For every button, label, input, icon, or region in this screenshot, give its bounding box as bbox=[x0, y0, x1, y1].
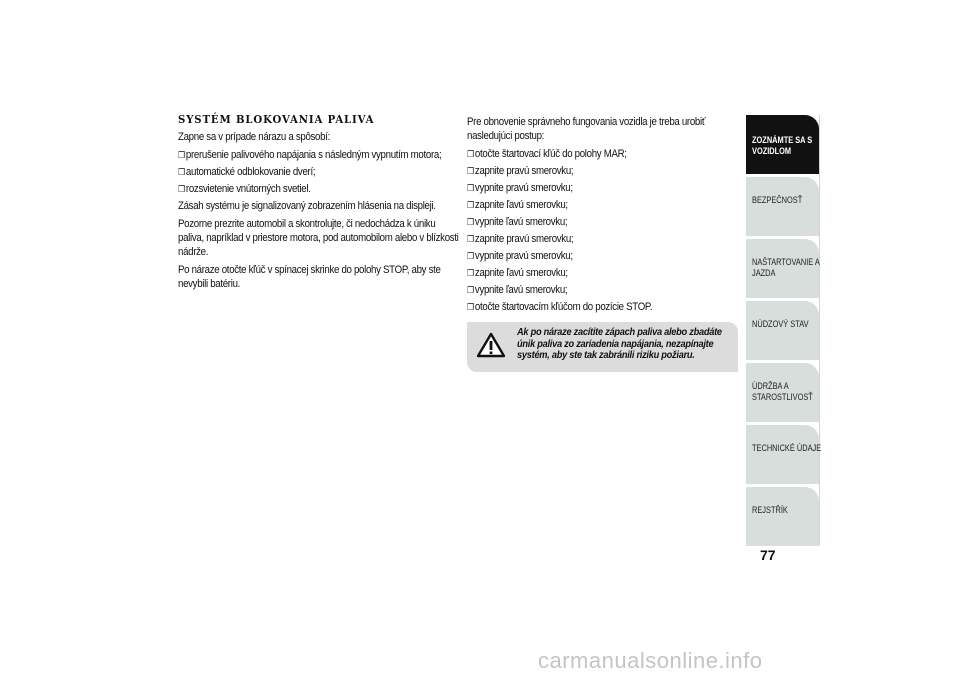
list-item: ❒rozsvietenie vnútorných svetiel. bbox=[178, 183, 311, 195]
list-item: ❒otočte štartovací kľúč do polohy MAR; bbox=[467, 148, 627, 160]
list-item: ❒zapnite pravú smerovku; bbox=[467, 165, 574, 177]
checkbox-bullet-icon: ❒ bbox=[467, 302, 474, 312]
list-item: ❒zapnite ľavú smerovku; bbox=[467, 267, 568, 279]
paragraph: Zásah systému je signalizovaný zobrazením hlásenia na displeji. bbox=[178, 200, 436, 212]
list-item: ❒otočte štartovacím kľúčom do pozície STOP. bbox=[467, 301, 653, 313]
tab-technicke-udaje[interactable]: TECHNICKÉ ÚDAJE bbox=[746, 425, 819, 484]
checkbox-bullet-icon: ❒ bbox=[467, 149, 474, 159]
paragraph: Pozorne prezrite automobil a skontrolujte, či nedochádza k úniku paliva, napríklad v priestore motora, pod automobilom alebo v blízkosti nádrže. bbox=[178, 218, 459, 258]
checkbox-bullet-icon: ❒ bbox=[467, 285, 474, 295]
list-item: ❒automatické odblokovanie dverí; bbox=[178, 166, 316, 178]
list-item: ❒prerušenie palivového napájania s následným vypnutím motora; bbox=[178, 149, 442, 161]
checkbox-bullet-icon: ❒ bbox=[178, 150, 185, 160]
section-title: SYSTÉM BLOKOVANIA PALIVA bbox=[178, 112, 375, 126]
left-column bbox=[178, 112, 460, 295]
checkbox-bullet-icon: ❒ bbox=[467, 251, 474, 261]
checkbox-bullet-icon: ❒ bbox=[178, 184, 185, 194]
tabs-divider bbox=[819, 115, 820, 545]
checkbox-bullet-icon: ❒ bbox=[178, 167, 185, 177]
checkbox-bullet-icon: ❒ bbox=[467, 234, 474, 244]
right-column bbox=[467, 115, 740, 317]
list-item: ❒zapnite ľavú smerovku; bbox=[467, 199, 568, 211]
watermark: carmanualsonline.info bbox=[538, 648, 763, 673]
tab-rejstrik[interactable]: REJSTŘÍK bbox=[746, 487, 819, 546]
warning-box bbox=[467, 322, 738, 372]
checkbox-bullet-icon: ❒ bbox=[467, 200, 474, 210]
tab-nudzovy-stav[interactable]: NÚDZOVÝ STAV bbox=[746, 301, 819, 360]
tab-bezpecnost[interactable]: BEZPEČNOSŤ bbox=[746, 177, 819, 236]
checkbox-bullet-icon: ❒ bbox=[467, 268, 474, 278]
paragraph: Po náraze otočte kľúč v spínacej skrinke do polohy STOP, aby ste nevybili batériu. bbox=[178, 264, 441, 290]
checkbox-bullet-icon: ❒ bbox=[467, 183, 474, 193]
tab-nastartovanie-a-jazda[interactable]: NAŠTARTOVANIE A JAZDA bbox=[746, 239, 819, 298]
list-item: ❒vypnite ľavú smerovku; bbox=[467, 284, 568, 296]
tab-zoznamte-sa-s-vozidlom[interactable]: ZOZNÁMTE SA S VOZIDLOM bbox=[746, 115, 819, 174]
list-item: ❒zapnite pravú smerovku; bbox=[467, 233, 574, 245]
warning-text: Ak po náraze zacítite zápach paliva alebo zbadáte únik paliva zo zariadenia napájania, nezapínajte systém, aby ste tak zabránili riziku požiaru. bbox=[517, 326, 722, 361]
intro-text: Zapne sa v prípade nárazu a spôsobí: bbox=[178, 131, 330, 143]
chapter-tabs bbox=[746, 115, 822, 549]
warning-triangle-icon bbox=[477, 332, 505, 363]
checkbox-bullet-icon: ❒ bbox=[467, 166, 474, 176]
tab-udrzba-a-starostlivost[interactable]: ÚDRŽBA A STAROSTLIVOSŤ bbox=[746, 363, 819, 422]
intro-text: Pre obnovenie správneho fungovania vozidla je treba urobiť nasledujúci postup: bbox=[467, 116, 706, 142]
checkbox-bullet-icon: ❒ bbox=[467, 217, 474, 227]
list-item: ❒vypnite ľavú smerovku; bbox=[467, 216, 568, 228]
list-item: ❒vypnite pravú smerovku; bbox=[467, 182, 573, 194]
list-item: ❒vypnite pravú smerovku; bbox=[467, 250, 573, 262]
page-number: 77 bbox=[760, 547, 776, 563]
